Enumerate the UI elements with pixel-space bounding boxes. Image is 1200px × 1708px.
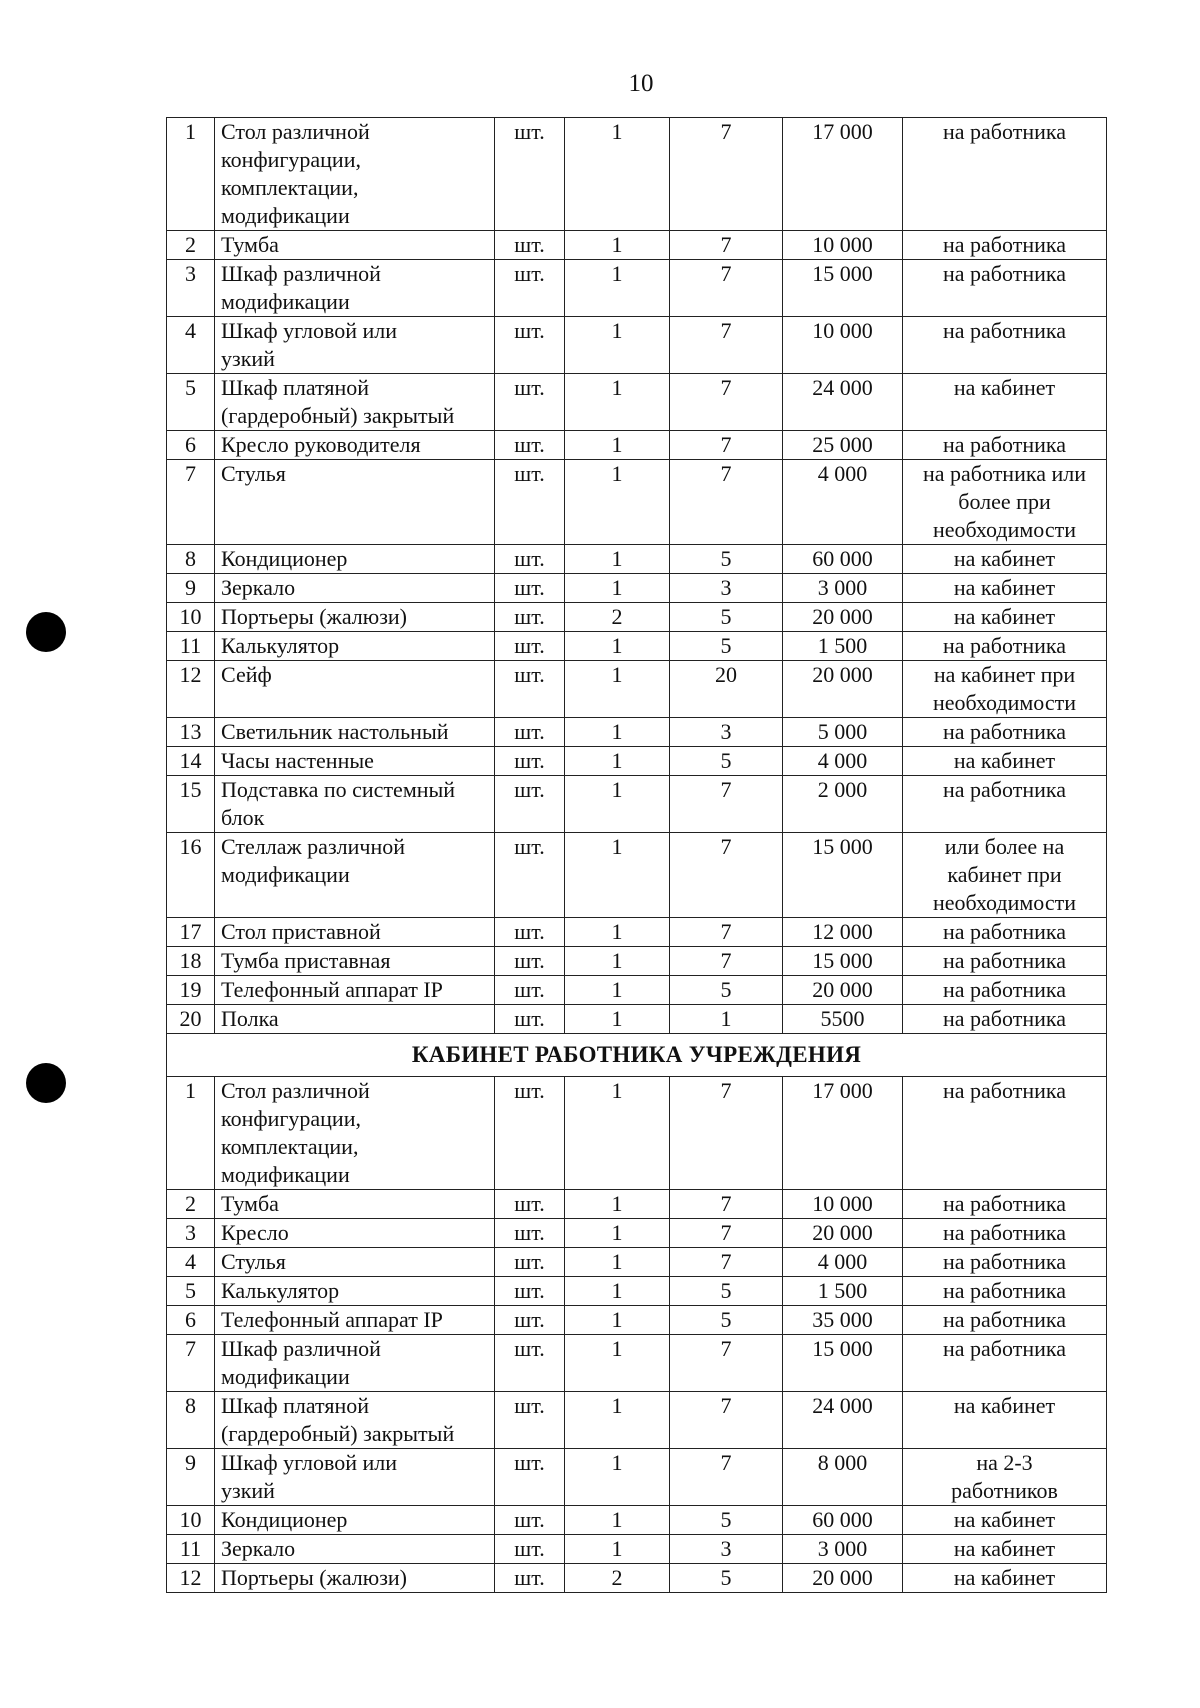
cell-name: Шкаф платяной (гардеробный) закрытый	[215, 1392, 495, 1449]
cell-price: 2 000	[783, 776, 903, 833]
cell-years: 7	[670, 460, 783, 545]
cell-price: 24 000	[783, 374, 903, 431]
cell-qty: 1	[565, 1392, 670, 1449]
cell-name: Стеллаж различной модификации	[215, 833, 495, 918]
cell-note: на работника	[903, 718, 1107, 747]
cell-note: на работника	[903, 1077, 1107, 1190]
table-row	[167, 1005, 1107, 1034]
table-row	[167, 776, 1107, 833]
cell-num: 3	[167, 260, 215, 317]
table-row	[167, 718, 1107, 747]
cell-num: 3	[167, 1219, 215, 1248]
cell-years: 5	[670, 1306, 783, 1335]
cell-qty: 1	[565, 431, 670, 460]
cell-price: 5 000	[783, 718, 903, 747]
cell-years: 7	[670, 1248, 783, 1277]
table-row	[167, 231, 1107, 260]
cell-price: 60 000	[783, 545, 903, 574]
page-number: 10	[628, 70, 654, 97]
cell-price: 20 000	[783, 661, 903, 718]
cell-unit: шт.	[495, 1277, 565, 1306]
cell-num: 20	[167, 1005, 215, 1034]
cell-name: Часы настенные	[215, 747, 495, 776]
cell-name: Шкаф платяной (гардеробный) закрытый	[215, 374, 495, 431]
punch-hole-decoration	[26, 1063, 66, 1103]
cell-name: Кондиционер	[215, 1506, 495, 1535]
cell-years: 5	[670, 1506, 783, 1535]
cell-note: на кабинет	[903, 574, 1107, 603]
cell-years: 3	[670, 1535, 783, 1564]
cell-years: 5	[670, 545, 783, 574]
table-row	[167, 661, 1107, 718]
cell-qty: 1	[565, 374, 670, 431]
cell-qty: 1	[565, 1190, 670, 1219]
cell-name: Стулья	[215, 460, 495, 545]
cell-unit: шт.	[495, 918, 565, 947]
table-row	[167, 1190, 1107, 1219]
cell-num: 1	[167, 1077, 215, 1190]
cell-num: 11	[167, 1535, 215, 1564]
cell-price: 20 000	[783, 1219, 903, 1248]
cell-note: на кабинет	[903, 545, 1107, 574]
cell-name: Шкаф угловой или узкий	[215, 1449, 495, 1506]
cell-qty: 1	[565, 545, 670, 574]
cell-price: 20 000	[783, 603, 903, 632]
cell-num: 5	[167, 374, 215, 431]
table-row	[167, 1335, 1107, 1392]
cell-note: на 2-3 работников	[903, 1449, 1107, 1506]
cell-years: 5	[670, 632, 783, 661]
cell-qty: 1	[565, 1306, 670, 1335]
cell-num: 5	[167, 1277, 215, 1306]
cell-qty: 1	[565, 718, 670, 747]
cell-note: на работника	[903, 776, 1107, 833]
cell-unit: шт.	[495, 661, 565, 718]
cell-name: Полка	[215, 1005, 495, 1034]
cell-years: 7	[670, 776, 783, 833]
cell-qty: 1	[565, 1449, 670, 1506]
cell-note: или более на кабинет при необходимости	[903, 833, 1107, 918]
cell-unit: шт.	[495, 260, 565, 317]
cell-name: Кондиционер	[215, 545, 495, 574]
cell-price: 15 000	[783, 1335, 903, 1392]
cell-unit: шт.	[495, 574, 565, 603]
cell-num: 9	[167, 1449, 215, 1506]
table-row	[167, 833, 1107, 918]
cell-unit: шт.	[495, 374, 565, 431]
cell-years: 7	[670, 947, 783, 976]
table-row	[167, 460, 1107, 545]
cell-num: 12	[167, 661, 215, 718]
cell-unit: шт.	[495, 1306, 565, 1335]
cell-unit: шт.	[495, 460, 565, 545]
cell-years: 3	[670, 574, 783, 603]
cell-num: 7	[167, 1335, 215, 1392]
table-row	[167, 1248, 1107, 1277]
cell-name: Подставка по системный блок	[215, 776, 495, 833]
cell-note: на кабинет при необходимости	[903, 661, 1107, 718]
cell-num: 11	[167, 632, 215, 661]
cell-qty: 1	[565, 1077, 670, 1190]
cell-note: на работника	[903, 632, 1107, 661]
table-row	[167, 1306, 1107, 1335]
cell-name: Шкаф различной модификации	[215, 1335, 495, 1392]
cell-qty: 1	[565, 1506, 670, 1535]
cell-years: 7	[670, 1077, 783, 1190]
cell-unit: шт.	[495, 431, 565, 460]
cell-qty: 1	[565, 574, 670, 603]
cell-unit: шт.	[495, 1005, 565, 1034]
cell-qty: 1	[565, 1248, 670, 1277]
cell-note: на работника	[903, 918, 1107, 947]
cell-qty: 1	[565, 460, 670, 545]
cell-price: 12 000	[783, 918, 903, 947]
table-row	[167, 1277, 1107, 1306]
cell-qty: 1	[565, 1219, 670, 1248]
cell-qty: 1	[565, 632, 670, 661]
cell-unit: шт.	[495, 747, 565, 776]
cell-unit: шт.	[495, 718, 565, 747]
cell-unit: шт.	[495, 1219, 565, 1248]
table-row	[167, 947, 1107, 976]
table-row	[167, 1077, 1107, 1190]
table-row	[167, 603, 1107, 632]
cell-name: Калькулятор	[215, 632, 495, 661]
table-row	[167, 1564, 1107, 1593]
cell-name: Тумба приставная	[215, 947, 495, 976]
table-row	[167, 545, 1107, 574]
cell-num: 17	[167, 918, 215, 947]
cell-note: на кабинет	[903, 747, 1107, 776]
cell-note: на работника	[903, 1335, 1107, 1392]
cell-price: 35 000	[783, 1306, 903, 1335]
cell-note: на работника	[903, 947, 1107, 976]
cell-qty: 1	[565, 833, 670, 918]
cell-unit: шт.	[495, 1335, 565, 1392]
cell-num: 12	[167, 1564, 215, 1593]
cell-qty: 1	[565, 1277, 670, 1306]
cell-name: Стол различной конфигурации, комплектации, модификации	[215, 118, 495, 231]
cell-years: 7	[670, 918, 783, 947]
cell-years: 5	[670, 1564, 783, 1593]
cell-price: 3 000	[783, 1535, 903, 1564]
cell-unit: шт.	[495, 947, 565, 976]
cell-qty: 1	[565, 118, 670, 231]
cell-qty: 1	[565, 231, 670, 260]
cell-qty: 1	[565, 1335, 670, 1392]
table-row	[167, 918, 1107, 947]
cell-years: 5	[670, 1277, 783, 1306]
cell-qty: 1	[565, 317, 670, 374]
cell-years: 7	[670, 374, 783, 431]
cell-note: на работника	[903, 1248, 1107, 1277]
cell-note: на работника	[903, 976, 1107, 1005]
cell-years: 7	[670, 260, 783, 317]
cell-price: 20 000	[783, 976, 903, 1005]
table-row	[167, 1535, 1107, 1564]
cell-num: 14	[167, 747, 215, 776]
cell-unit: шт.	[495, 1392, 565, 1449]
cell-qty: 1	[565, 260, 670, 317]
table-row	[167, 317, 1107, 374]
cell-note: на кабинет	[903, 1506, 1107, 1535]
cell-name: Зеркало	[215, 574, 495, 603]
cell-years: 7	[670, 431, 783, 460]
cell-price: 10 000	[783, 231, 903, 260]
cell-years: 5	[670, 976, 783, 1005]
cell-years: 7	[670, 833, 783, 918]
section-heading: КАБИНЕТ РАБОТНИКА УЧРЕЖДЕНИЯ	[167, 1034, 1107, 1077]
cell-qty: 1	[565, 918, 670, 947]
table-row	[167, 1392, 1107, 1449]
cell-note: на кабинет	[903, 374, 1107, 431]
cell-num: 2	[167, 1190, 215, 1219]
cell-unit: шт.	[495, 603, 565, 632]
cell-years: 7	[670, 1190, 783, 1219]
cell-unit: шт.	[495, 1248, 565, 1277]
cell-num: 4	[167, 1248, 215, 1277]
cell-years: 5	[670, 747, 783, 776]
cell-note: на работника	[903, 231, 1107, 260]
cell-price: 17 000	[783, 1077, 903, 1190]
cell-name: Тумба	[215, 1190, 495, 1219]
cell-price: 60 000	[783, 1506, 903, 1535]
cell-price: 5500	[783, 1005, 903, 1034]
cell-num: 9	[167, 574, 215, 603]
table-row	[167, 118, 1107, 231]
cell-years: 7	[670, 118, 783, 231]
cell-unit: шт.	[495, 545, 565, 574]
cell-price: 24 000	[783, 1392, 903, 1449]
cell-unit: шт.	[495, 1535, 565, 1564]
cell-qty: 1	[565, 747, 670, 776]
cell-note: на работника или более при необходимости	[903, 460, 1107, 545]
table-row	[167, 747, 1107, 776]
cell-unit: шт.	[495, 118, 565, 231]
cell-unit: шт.	[495, 976, 565, 1005]
cell-qty: 1	[565, 947, 670, 976]
cell-name: Стулья	[215, 1248, 495, 1277]
cell-price: 1 500	[783, 632, 903, 661]
table-row	[167, 574, 1107, 603]
cell-name: Светильник настольный	[215, 718, 495, 747]
cell-note: на работника	[903, 1190, 1107, 1219]
cell-qty: 1	[565, 976, 670, 1005]
cell-years: 7	[670, 317, 783, 374]
cell-note: на кабинет	[903, 1392, 1107, 1449]
cell-note: на работника	[903, 1277, 1107, 1306]
cell-years: 7	[670, 1392, 783, 1449]
cell-note: на работника	[903, 431, 1107, 460]
cell-note: на кабинет	[903, 1535, 1107, 1564]
cell-price: 8 000	[783, 1449, 903, 1506]
cell-num: 18	[167, 947, 215, 976]
cell-qty: 1	[565, 1005, 670, 1034]
cell-price: 4 000	[783, 460, 903, 545]
cell-years: 7	[670, 1449, 783, 1506]
cell-unit: шт.	[495, 1077, 565, 1190]
cell-num: 7	[167, 460, 215, 545]
cell-num: 1	[167, 118, 215, 231]
cell-years: 7	[670, 1335, 783, 1392]
cell-years: 7	[670, 1219, 783, 1248]
inventory-table	[166, 117, 1107, 1593]
cell-name: Телефонный аппарат IP	[215, 976, 495, 1005]
table-row	[167, 1449, 1107, 1506]
cell-num: 10	[167, 603, 215, 632]
cell-qty: 1	[565, 1535, 670, 1564]
cell-price: 25 000	[783, 431, 903, 460]
cell-num: 16	[167, 833, 215, 918]
cell-price: 15 000	[783, 260, 903, 317]
cell-unit: шт.	[495, 1190, 565, 1219]
cell-note: на работника	[903, 1005, 1107, 1034]
cell-name: Шкаф различной модификации	[215, 260, 495, 317]
table-row	[167, 431, 1107, 460]
cell-years: 20	[670, 661, 783, 718]
cell-price: 4 000	[783, 1248, 903, 1277]
cell-note: на работника	[903, 1306, 1107, 1335]
cell-unit: шт.	[495, 833, 565, 918]
cell-price: 17 000	[783, 118, 903, 231]
cell-num: 13	[167, 718, 215, 747]
cell-price: 1 500	[783, 1277, 903, 1306]
cell-qty: 2	[565, 1564, 670, 1593]
cell-unit: шт.	[495, 317, 565, 374]
cell-price: 10 000	[783, 317, 903, 374]
cell-years: 3	[670, 718, 783, 747]
cell-price: 3 000	[783, 574, 903, 603]
cell-num: 15	[167, 776, 215, 833]
table-row	[167, 976, 1107, 1005]
cell-num: 19	[167, 976, 215, 1005]
section-2-rows	[167, 1077, 1107, 1593]
cell-num: 2	[167, 231, 215, 260]
table-row	[167, 260, 1107, 317]
cell-price: 4 000	[783, 747, 903, 776]
cell-num: 8	[167, 1392, 215, 1449]
cell-name: Зеркало	[215, 1535, 495, 1564]
cell-price: 20 000	[783, 1564, 903, 1593]
cell-num: 10	[167, 1506, 215, 1535]
cell-name: Шкаф угловой или узкий	[215, 317, 495, 374]
cell-note: на кабинет	[903, 1564, 1107, 1593]
cell-name: Портьеры (жалюзи)	[215, 603, 495, 632]
table-row	[167, 374, 1107, 431]
cell-name: Портьеры (жалюзи)	[215, 1564, 495, 1593]
cell-qty: 1	[565, 661, 670, 718]
cell-unit: шт.	[495, 1506, 565, 1535]
cell-name: Кресло	[215, 1219, 495, 1248]
cell-unit: шт.	[495, 231, 565, 260]
cell-name: Телефонный аппарат IP	[215, 1306, 495, 1335]
cell-price: 15 000	[783, 947, 903, 976]
cell-name: Сейф	[215, 661, 495, 718]
table-row	[167, 632, 1107, 661]
cell-qty: 1	[565, 776, 670, 833]
cell-note: на работника	[903, 1219, 1107, 1248]
cell-years: 7	[670, 231, 783, 260]
cell-note: на работника	[903, 118, 1107, 231]
cell-num: 6	[167, 1306, 215, 1335]
cell-unit: шт.	[495, 632, 565, 661]
cell-note: на работника	[903, 260, 1107, 317]
cell-note: на работника	[903, 317, 1107, 374]
table-row	[167, 1506, 1107, 1535]
cell-num: 4	[167, 317, 215, 374]
punch-hole-decoration	[26, 612, 66, 652]
cell-unit: шт.	[495, 1564, 565, 1593]
cell-name: Кресло руководителя	[215, 431, 495, 460]
section-1-rows	[167, 118, 1107, 1034]
cell-note: на кабинет	[903, 603, 1107, 632]
cell-price: 15 000	[783, 833, 903, 918]
cell-num: 8	[167, 545, 215, 574]
cell-name: Калькулятор	[215, 1277, 495, 1306]
cell-years: 1	[670, 1005, 783, 1034]
cell-qty: 2	[565, 603, 670, 632]
cell-name: Тумба	[215, 231, 495, 260]
table-row	[167, 1219, 1107, 1248]
cell-name: Стол различной конфигурации, комплектации, модификации	[215, 1077, 495, 1190]
cell-price: 10 000	[783, 1190, 903, 1219]
cell-years: 5	[670, 603, 783, 632]
cell-name: Стол приставной	[215, 918, 495, 947]
section-heading-row	[167, 1034, 1107, 1077]
cell-unit: шт.	[495, 776, 565, 833]
cell-num: 6	[167, 431, 215, 460]
cell-unit: шт.	[495, 1449, 565, 1506]
